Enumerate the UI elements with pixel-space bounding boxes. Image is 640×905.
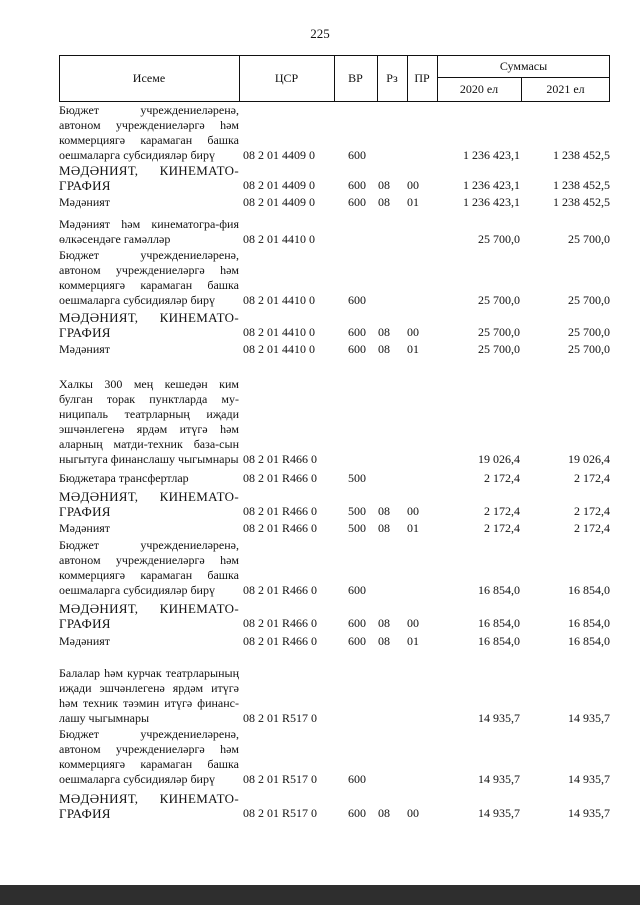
row-csr: 08 2 01 4410 0: [243, 293, 315, 307]
table-row: [59, 519, 610, 536]
row-name: Мәдәният: [59, 342, 111, 356]
row-rz: 08: [378, 325, 390, 339]
page-number: 225: [310, 26, 330, 41]
row-sum-2021: 1 238 452,5: [553, 195, 610, 209]
header-rz: Рз: [386, 70, 398, 85]
row-vr: 600: [348, 148, 366, 162]
row-sum-2021: 14 935,7: [568, 806, 610, 820]
row-rz: 08: [378, 178, 390, 192]
header-sums: Суммасы: [499, 58, 548, 73]
row-csr: 08 2 01 R466 0: [243, 504, 318, 518]
row-name: Мәдәният: [59, 634, 111, 648]
row-sum-2021: 19 026,4: [568, 452, 610, 466]
row-pr: 01: [407, 342, 419, 356]
row-sum-2020: 14 935,7: [478, 772, 520, 786]
table-row: [59, 598, 610, 631]
row-sum-2020: 14 935,7: [478, 806, 520, 820]
row-sum-2021: 1 238 452,5: [553, 178, 610, 192]
row-pr: 00: [407, 325, 419, 339]
row-csr: 08 2 01 R466 0: [243, 452, 318, 466]
row-name: Балалар һәм курчак театрларының иҗади эшчәнлегенә ярдәм итүгә һәм техник тәэмин итүгә финанс-лашу чыгымнары: [59, 666, 239, 725]
row-sum-2020: 1 236 423,1: [463, 148, 520, 162]
row-sum-2021: 16 854,0: [568, 616, 610, 630]
table-row: [59, 536, 610, 598]
row-sum-2020: 16 854,0: [478, 634, 520, 648]
row-sum-2021: 25 700,0: [568, 342, 610, 356]
header-year-2021: 2021 ел: [546, 82, 585, 96]
row-name: Мәдәният: [59, 195, 111, 209]
row-sum-2020: 1 236 423,1: [463, 195, 520, 209]
row-rz: 08: [378, 342, 390, 356]
row-pr: 01: [407, 195, 419, 209]
row-sum-2020: 25 700,0: [478, 325, 520, 339]
row-sum-2021: 25 700,0: [568, 325, 610, 339]
row-sum-2020: 16 854,0: [478, 616, 520, 630]
row-sum-2021: 14 935,7: [568, 772, 610, 786]
row-sum-2020: 16 854,0: [478, 583, 520, 597]
row-sum-2020: 14 935,7: [478, 711, 520, 725]
row-csr: 08 2 01 4410 0: [243, 232, 315, 246]
row-name: Мәдәният һәм кинематогра-фия өлкәсендәге гамәлләр: [59, 217, 239, 246]
row-sum-2021: 2 172,4: [574, 504, 610, 518]
row-sum-2021: 16 854,0: [568, 634, 610, 648]
row-pr: 00: [407, 806, 419, 820]
row-rz: 08: [378, 195, 390, 209]
row-sum-2021: 2 172,4: [574, 521, 610, 535]
table-body: [59, 103, 610, 821]
row-sum-2020: 19 026,4: [478, 452, 520, 466]
table-row: [59, 357, 610, 467]
table-row: [59, 210, 610, 247]
row-vr: 600: [348, 178, 366, 192]
row-name: МӘДӘНИЯТ, КИНЕМАТО-ГРАФИЯ: [59, 791, 239, 821]
header-csr: ЦСР: [274, 70, 299, 85]
row-vr: 600: [348, 634, 366, 648]
row-sum-2020: 25 700,0: [478, 342, 520, 356]
table-row: [59, 193, 610, 210]
header-pr: ПР: [414, 70, 430, 85]
header-year-2020: 2020 ел: [459, 82, 499, 96]
table-row: [59, 308, 610, 340]
row-csr: 08 2 01 R466 0: [243, 634, 318, 648]
row-csr: 08 2 01 R517 0: [243, 806, 318, 820]
row-vr: 600: [348, 772, 366, 786]
header-name: Исеме: [132, 70, 166, 85]
row-csr: 08 2 01 R517 0: [243, 711, 318, 725]
row-csr: 08 2 01 4409 0: [243, 148, 315, 162]
row-name: Мәдәният: [59, 521, 111, 535]
row-vr: 500: [348, 471, 366, 485]
row-rz: 08: [378, 634, 390, 648]
row-csr: 08 2 01 R466 0: [243, 616, 318, 630]
row-sum-2021: 25 700,0: [568, 293, 610, 307]
table-row: [59, 103, 610, 163]
row-rz: 08: [378, 521, 390, 535]
row-csr: 08 2 01 4410 0: [243, 342, 315, 356]
row-name: МӘДӘНИЯТ, КИНЕМАТО-ГРАФИЯ: [59, 163, 239, 193]
row-vr: 500: [348, 504, 366, 518]
row-name: Бюджет учреждениеләренә, автоном учреждениеләргә һәм коммерциягә карамаган башка оешмаларга субсидияләр бирү: [59, 103, 239, 162]
row-name: Бюджет учреждениеләренә, автоном учреждениеләргә һәм коммерциягә карамаган башка оешмаларга субсидияләр бирү: [59, 538, 239, 597]
row-name: Халкы 300 мең кешедән ким булган торак пунктларда му-ниципаль театрларның иҗади эшчәнлегенә ярдәм итүгә һәм аларның матди-техник база-сын ныгытуга финанслашу чыгымнары: [59, 377, 239, 466]
table-row: [59, 163, 610, 193]
row-vr: 600: [348, 616, 366, 630]
row-pr: 00: [407, 616, 419, 630]
row-pr: 00: [407, 178, 419, 192]
row-sum-2021: 1 238 452,5: [553, 148, 610, 162]
table-row: [59, 247, 610, 308]
row-sum-2021: 16 854,0: [568, 583, 610, 597]
row-pr: 01: [407, 521, 419, 535]
row-csr: 08 2 01 4409 0: [243, 178, 315, 192]
table-header: [59, 55, 610, 102]
row-csr: 08 2 01 4410 0: [243, 325, 315, 339]
row-name: МӘДӘНИЯТ, КИНЕМАТО-ГРАФИЯ: [59, 489, 239, 519]
row-sum-2020: 2 172,4: [484, 471, 520, 485]
header-vr: ВР: [348, 70, 363, 85]
bottom-scan-edge: [0, 885, 640, 905]
row-name: МӘДӘНИЯТ, КИНЕМАТО-ГРАФИЯ: [59, 310, 239, 340]
table-row: [59, 787, 610, 821]
row-csr: 08 2 01 R517 0: [243, 772, 318, 786]
row-name: Бюджет учреждениеләренә, автоном учреждениеләргә һәм коммерциягә карамаган башка оешмаларга субсидияләр бирү: [59, 248, 239, 307]
table-row: [59, 649, 610, 726]
row-name: Бюджет учреждениеләренә, автоном учреждениеләргә һәм коммерциягә карамаган башка оешмаларга субсидияләр бирү: [59, 727, 239, 786]
table-row: [59, 467, 610, 486]
row-csr: 08 2 01 R466 0: [243, 521, 318, 535]
row-pr: 00: [407, 504, 419, 518]
row-csr: 08 2 01 R466 0: [243, 471, 318, 485]
row-rz: 08: [378, 504, 390, 518]
row-vr: 600: [348, 342, 366, 356]
row-sum-2020: 1 236 423,1: [463, 178, 520, 192]
row-vr: 600: [348, 195, 366, 209]
row-rz: 08: [378, 616, 390, 630]
row-vr: 600: [348, 325, 366, 339]
row-vr: 600: [348, 583, 366, 597]
row-vr: 600: [348, 806, 366, 820]
table-row: [59, 486, 610, 519]
row-vr: 500: [348, 521, 366, 535]
row-sum-2021: 2 172,4: [574, 471, 610, 485]
row-sum-2021: 25 700,0: [568, 232, 610, 246]
row-name: МӘДӘНИЯТ, КИНЕМАТО-ГРАФИЯ: [59, 601, 239, 631]
row-sum-2020: 2 172,4: [484, 521, 520, 535]
row-vr: 600: [348, 293, 366, 307]
row-pr: 01: [407, 634, 419, 648]
row-sum-2020: 2 172,4: [484, 504, 520, 518]
row-rz: 08: [378, 806, 390, 820]
row-csr: 08 2 01 R466 0: [243, 583, 318, 597]
row-sum-2021: 14 935,7: [568, 711, 610, 725]
table-row: [59, 340, 610, 357]
table-row: [59, 631, 610, 649]
row-name: Бюджетара трансфертлар: [59, 471, 189, 485]
row-sum-2020: 25 700,0: [478, 293, 520, 307]
row-csr: 08 2 01 4409 0: [243, 195, 315, 209]
row-sum-2020: 25 700,0: [478, 232, 520, 246]
table-row: [59, 726, 610, 787]
